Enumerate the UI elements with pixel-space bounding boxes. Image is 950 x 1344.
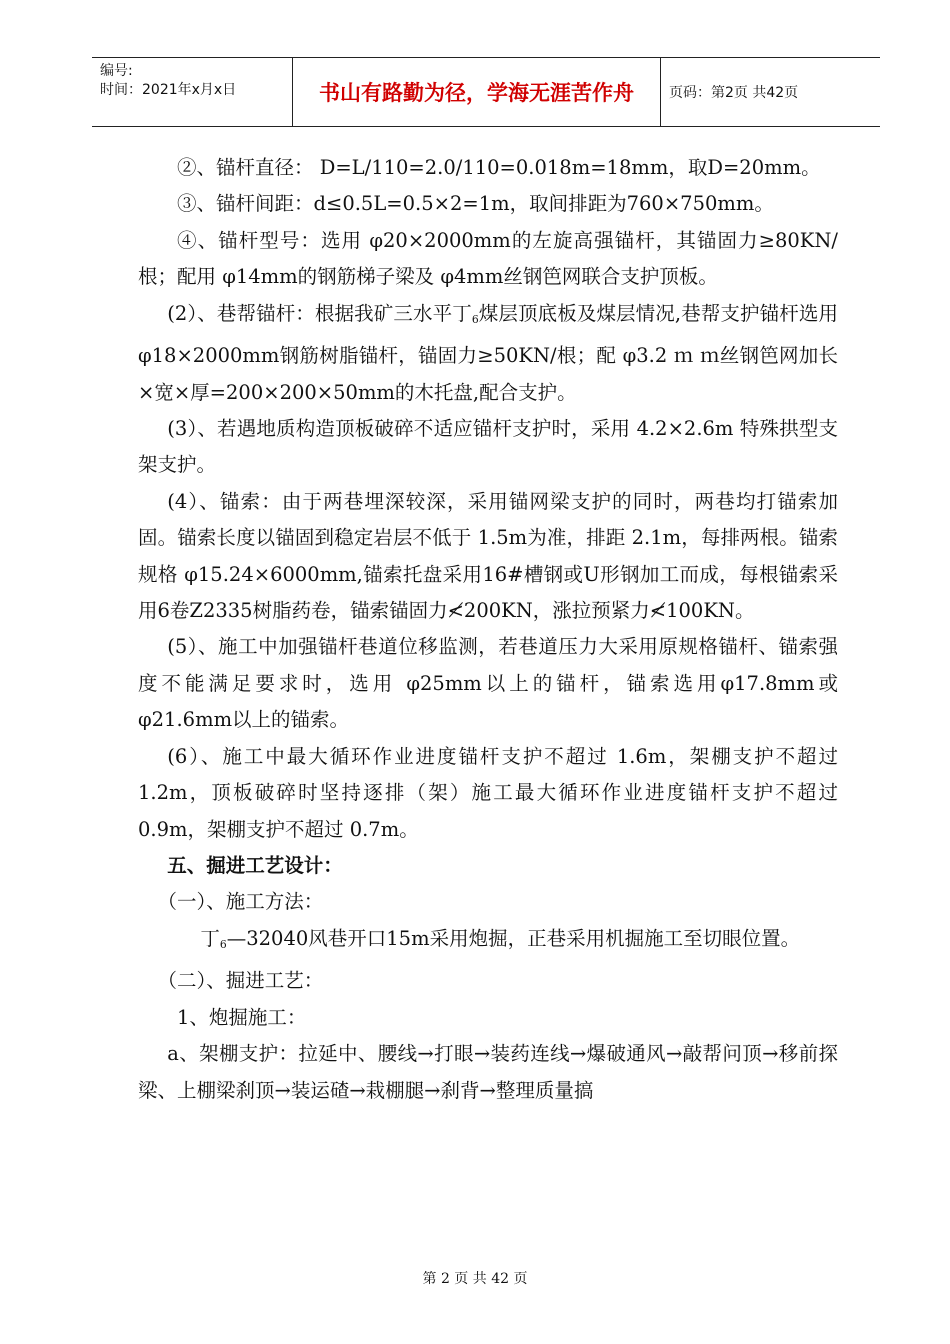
page-header [92,57,880,127]
subscript: 6 [471,312,479,326]
document-body [138,150,838,1109]
paragraph-anchor-model: ④、锚杆型号：选用 φ20×2000mm的左旋高强锚杆，其锚固力≥80KN/根；配用 φ14mm的钢筋梯子梁及 φ4mm丝钢笆网联合支护顶板。 [138,228,838,289]
paragraph-method [138,921,838,964]
paragraph-special-support: (3）、若遇地质构造顶板破碎不适应锚杆支护时，采用 4.2×2.6m 特殊拱型支架支护。 [138,417,838,477]
paragraph-max-progress: (6）、施工中最大循环作业进度锚杆支护不超过 1.6m，架棚支护不超过 1.2m，顶板破碎时坚持逐排（架）施工最大循环作业进度锚杆支护不超过 0.9m，架棚支护不超过 0.7m。 [138,744,838,841]
subsection-method: （一）、施工方法： [157,890,324,914]
page-footer: 第 2 页 共 42 页 [422,1271,528,1287]
text-span: 煤层顶底板及煤层情况,巷帮支护锚杆选用 φ18×2000mm钢筋树脂锚杆，锚固力≥50KN/根；配 φ3.2 ｍ ｍ丝钢笆网加长×宽×厚=200×200×50mm的木托盘,配合支护。 [138,301,839,404]
number-label: 编号: [100,63,133,79]
header-page-info: 页码：第2页 共42页 [669,85,799,101]
subsection-process: （二）、掘进工艺： [157,969,324,993]
paragraph-anchor-cable: (4）、锚索：由于两巷埋深较深，采用锚网梁支护的同时，两巷均打锚索加固。锚索长度以锚固到稳定岩层不低于 1.5m为准，排距 2.1m，每排两根。锚索规格 φ15.24×6000mm,锚索托盘采用16#槽钢或U形钢加工而成，每根锚索采用6卷Z2335树脂药卷，锚索锚固力≮200KN，涨拉预紧力≮100KN。 [138,489,838,623]
text-span: —32040风巷开口15m采用炮掘，正巷采用机掘施工至切眼位置。 [226,926,801,950]
text-span: (2）、巷帮锚杆：根据我矿三水平丁 [167,301,472,325]
paragraph-monitoring: (5）、施工中加强锚杆巷道位移监测，若巷道压力大采用原规格锚杆、锚索强度不能满足要求时，选用 φ25mm以上的锚杆，锚索选用φ17.8mm或 φ21.6mm以上的锚索。 [138,635,838,732]
time-label: 时间：2021年x月x日 [100,82,237,98]
paragraph-side-anchor [138,296,838,411]
header-meta [92,58,293,126]
item-blasting: 1、炮掘施工： [177,1005,307,1029]
header-motto: 书山有路勤为径，学海无涯苦作舟 [293,58,661,126]
subscript: 6 [219,937,227,951]
paragraph-anchor-spacing: ③、锚杆间距：d≤0.5L=0.5×2=1m，取间排距为760×750mm。 [177,192,774,216]
text-span: 丁 [200,926,220,950]
section-heading: 五、掘进工艺设计： [167,853,343,877]
paragraph-anchor-diameter: ②、锚杆直径： D=L/110=2.0/110=0.018m=18mm，取D=20mm。 [177,156,821,179]
item-shed-support: a、架棚支护：拉延中、腰线→打眼→装药连线→爆破通风→敲帮问顶→移前探梁、上棚梁刹顶→装运碴→栽棚腿→刹背→整理质量搞 [138,1042,838,1102]
